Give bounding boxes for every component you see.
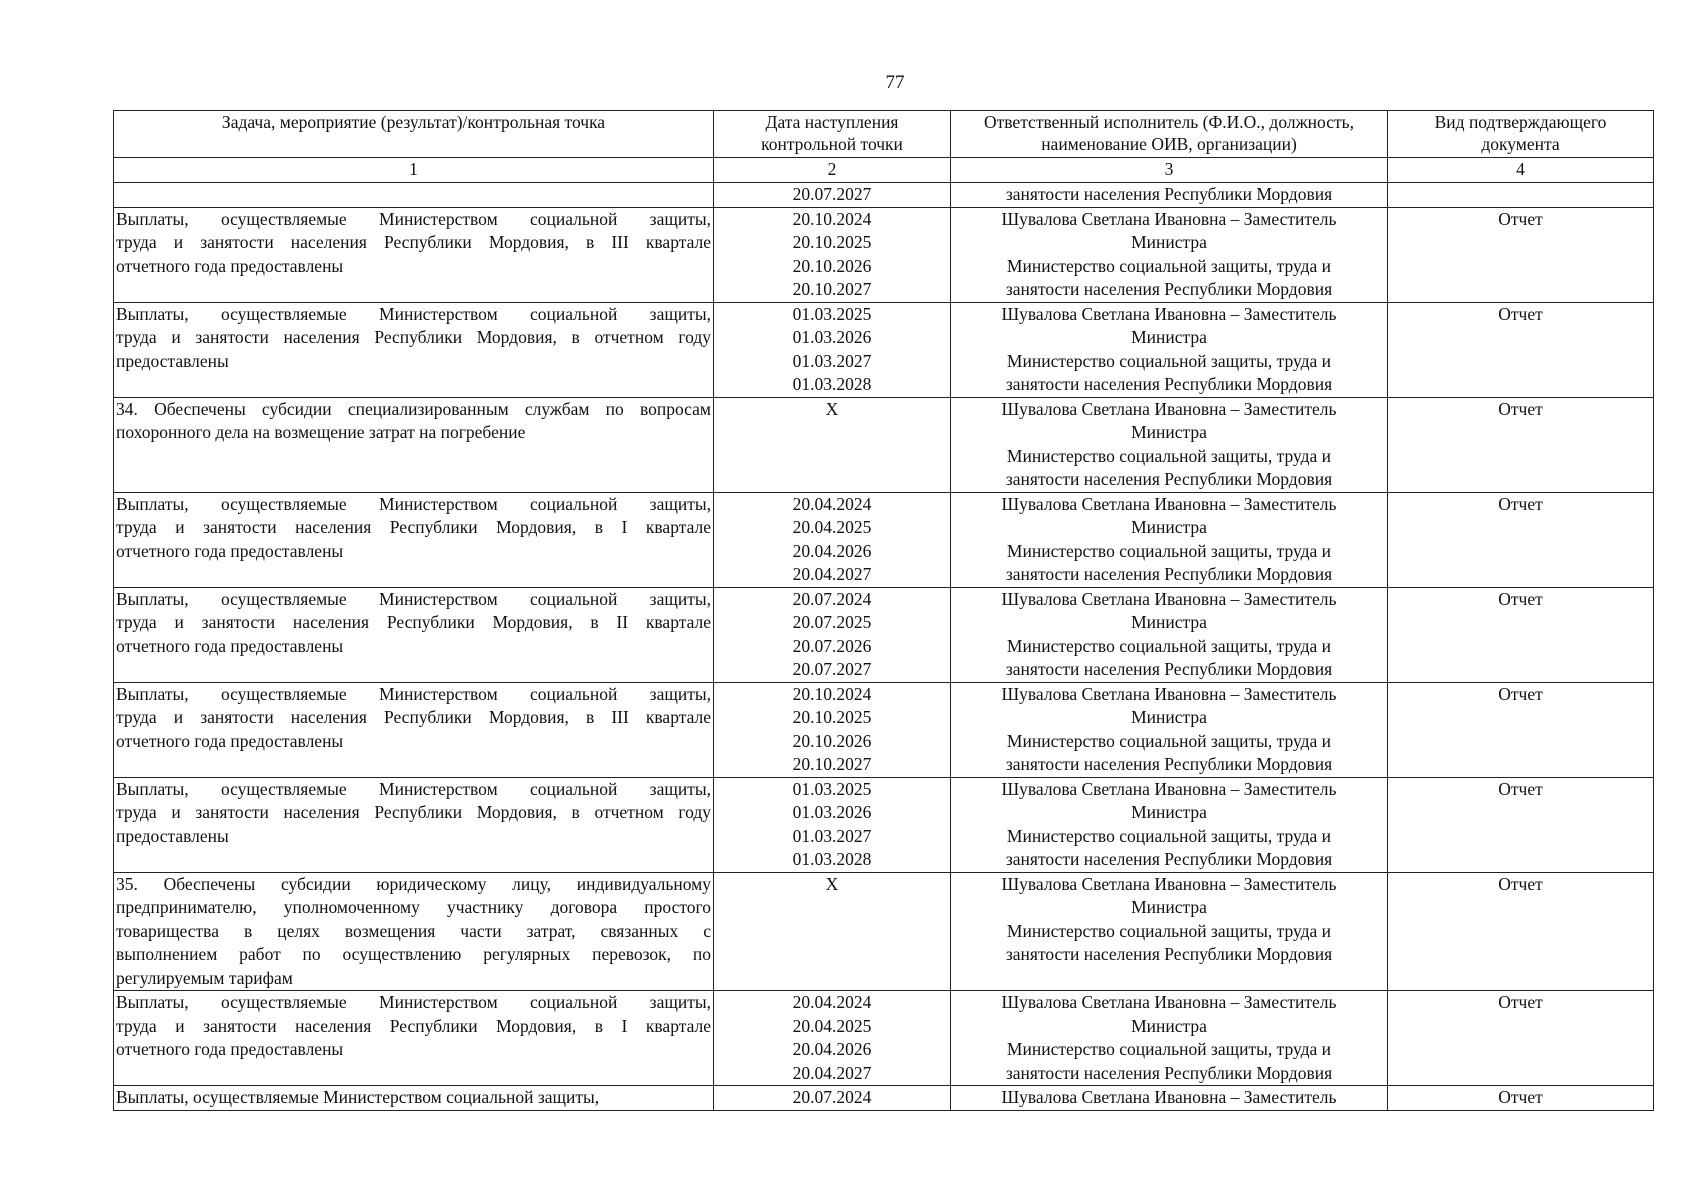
responsible-cell-line: Шувалова Светлана Ивановна – Заместитель xyxy=(1001,303,1337,324)
document-type-cell: Отчет xyxy=(1388,492,1654,587)
control-date-cell-line: 20.07.2027 xyxy=(792,184,872,204)
control-date-cell xyxy=(714,397,951,492)
control-date-cell xyxy=(714,183,951,208)
responsible-cell-line: Шувалова Светлана Ивановна – Заместитель xyxy=(1001,398,1337,419)
responsible-cell-line: Шувалова Светлана Ивановна – Заместитель xyxy=(1001,992,1337,1012)
control-date-cell-line: 20.10.2027 xyxy=(792,279,872,299)
responsible-cell-line: занятости населения Республики Мордовия xyxy=(1005,184,1333,204)
header-responsible: Ответственный исполнитель (Ф.И.О., должность, наименование ОИВ, организации) xyxy=(951,111,1388,158)
control-date-cell xyxy=(714,207,951,302)
task-cell xyxy=(114,777,714,872)
task-cell-line: отчетного года предоставлены xyxy=(116,540,344,561)
control-date-cell-line: 20.07.2025 xyxy=(792,612,872,632)
task-cell-line: предоставлены xyxy=(116,350,229,371)
header-date: Дата наступления контрольной точки xyxy=(714,111,951,158)
responsible-cell-line: Министерство социальной защиты, труда и xyxy=(1006,350,1332,371)
control-date-cell xyxy=(714,682,951,777)
table-row xyxy=(114,777,1654,872)
control-date-cell-line: 20.07.2027 xyxy=(792,659,872,679)
control-date-cell-line: 01.03.2026 xyxy=(792,802,872,822)
task-cell xyxy=(114,183,714,208)
task-cell xyxy=(114,492,714,587)
responsible-cell xyxy=(951,777,1388,872)
control-date-cell-line: 20.07.2024 xyxy=(792,1087,872,1107)
task-cell xyxy=(114,991,714,1086)
document-type-cell: Отчет xyxy=(1388,207,1654,302)
task-cell-line: труда и занятости населения Республики Мордовия, в I квартале xyxy=(116,1015,711,1036)
table-row xyxy=(114,682,1654,777)
task-cell xyxy=(114,397,714,492)
task-cell-line: Выплаты, осуществляемые Министерством социальной защиты, xyxy=(116,588,711,609)
task-cell-line: отчетного года предоставлены xyxy=(116,730,344,751)
control-date-cell-line: 20.07.2024 xyxy=(792,588,872,609)
control-date-cell-line: 20.04.2027 xyxy=(792,564,872,584)
task-cell-line: 34. Обеспечены субсидии специализированным службам по вопросам xyxy=(116,398,711,419)
control-date-cell-line: 20.10.2027 xyxy=(792,754,872,774)
responsible-cell xyxy=(951,492,1388,587)
responsible-cell-line: Министерство социальной защиты, труда и xyxy=(1006,1039,1332,1059)
responsible-cell-line: Министерство социальной защиты, труда и xyxy=(1006,445,1332,466)
control-date-cell-line: 01.03.2025 xyxy=(792,303,872,324)
responsible-cell-line: Шувалова Светлана Ивановна – Заместитель xyxy=(1001,208,1337,229)
control-date-cell-line: 20.04.2024 xyxy=(792,493,872,514)
control-date-cell-line: 20.10.2024 xyxy=(792,208,872,229)
task-cell-line: предоставлены xyxy=(116,825,229,846)
task-cell xyxy=(114,587,714,682)
control-date-cell-line: 20.04.2025 xyxy=(792,1015,872,1036)
responsible-cell-line: Министра xyxy=(1131,232,1207,252)
responsible-cell xyxy=(951,183,1388,208)
responsible-cell-line: Шувалова Светлана Ивановна – Заместитель xyxy=(1001,588,1337,609)
task-cell-line: труда и занятости населения Республики Мордовия, в отчетном году xyxy=(116,327,711,347)
responsible-cell xyxy=(951,872,1388,991)
task-cell-line: отчетного года предоставлены xyxy=(116,635,344,656)
control-date-cell xyxy=(714,991,951,1086)
responsible-cell-line: Министра xyxy=(1131,422,1207,442)
control-date-cell-line: 20.10.2024 xyxy=(792,683,872,704)
task-cell-line: Выплаты, осуществляемые Министерством социальной защиты, xyxy=(116,208,711,229)
control-date-cell-line: 01.03.2027 xyxy=(792,350,872,371)
control-date-cell xyxy=(714,872,951,991)
task-cell-line: предпринимателю, уполномоченному участнику договора простого xyxy=(116,897,711,917)
task-cell-line: Выплаты, осуществляемые Министерством социальной защиты, xyxy=(116,778,711,799)
task-cell-line: труда и занятости населения Республики Мордовия, в III квартале xyxy=(116,232,711,252)
control-date-cell xyxy=(714,302,951,397)
table-row xyxy=(114,1086,1654,1111)
responsible-cell-line: Министра xyxy=(1131,802,1207,822)
control-date-cell-line: 01.03.2028 xyxy=(792,849,872,869)
table-row xyxy=(114,492,1654,587)
task-cell-line: выполнением работ по осуществлению регулярных перевозок, по xyxy=(116,944,711,964)
control-date-cell-line: 20.10.2026 xyxy=(792,730,872,751)
header-document-type: Вид подтверждающего документа xyxy=(1388,111,1654,158)
task-cell xyxy=(114,682,714,777)
task-cell xyxy=(114,1086,714,1111)
responsible-cell-line: занятости населения Республики Мордовия xyxy=(1005,944,1333,964)
control-date-cell xyxy=(714,777,951,872)
responsible-cell-line: Министерство социальной защиты, труда и xyxy=(1006,920,1332,941)
table-row xyxy=(114,872,1654,991)
responsible-cell xyxy=(951,587,1388,682)
task-cell-line: товарищества в целях возмещения части затрат, связанных с xyxy=(116,920,711,941)
table-row xyxy=(114,587,1654,682)
table-row xyxy=(114,207,1654,302)
control-date-cell-line: 20.04.2024 xyxy=(792,992,872,1012)
task-cell-line: труда и занятости населения Республики Мордовия, в отчетном году xyxy=(116,802,711,822)
control-date-cell xyxy=(714,587,951,682)
document-type-cell: Отчет xyxy=(1388,397,1654,492)
responsible-cell xyxy=(951,682,1388,777)
responsible-cell-line: занятости населения Республики Мордовия xyxy=(1005,279,1333,299)
task-cell-line: похоронного дела на возмещение затрат на погребение xyxy=(116,422,526,442)
responsible-cell-line: Шувалова Светлана Ивановна – Заместитель xyxy=(1001,1087,1337,1107)
responsible-cell-line: Шувалова Светлана Ивановна – Заместитель xyxy=(1001,873,1337,894)
responsible-cell-line: Министра xyxy=(1131,612,1207,632)
task-cell-line: Выплаты, осуществляемые Министерством социальной защиты, xyxy=(116,493,711,514)
responsible-cell-line: Министра xyxy=(1131,1015,1207,1036)
responsible-cell xyxy=(951,991,1388,1086)
task-cell-line: Выплаты, осуществляемые Министерством социальной защиты, xyxy=(116,992,711,1012)
responsible-cell-line: занятости населения Республики Мордовия xyxy=(1005,374,1333,394)
responsible-cell-line: Министерство социальной защиты, труда и xyxy=(1006,730,1332,751)
task-cell-line: 35. Обеспечены субсидии юридическому лицу, индивидуальному xyxy=(116,873,711,894)
responsible-cell-line: Министерство социальной защиты, труда и xyxy=(1006,255,1332,276)
column-number: 2 xyxy=(714,158,951,183)
control-date-cell-line: 20.04.2025 xyxy=(792,517,872,537)
document-type-cell: Отчет xyxy=(1388,1086,1654,1111)
task-cell xyxy=(114,302,714,397)
task-cell-line: Выплаты, осуществляемые Министерством социальной защиты, xyxy=(116,683,711,704)
responsible-cell-line: занятости населения Республики Мордовия xyxy=(1005,564,1333,584)
control-date-cell xyxy=(714,492,951,587)
responsible-cell xyxy=(951,1086,1388,1111)
responsible-cell-line: занятости населения Республики Мордовия xyxy=(1005,1062,1333,1083)
task-cell xyxy=(114,207,714,302)
responsible-cell-line: занятости населения Республики Мордовия xyxy=(1005,659,1333,679)
responsible-cell-line: Министерство социальной защиты, труда и xyxy=(1006,825,1332,846)
document-type-cell: Отчет xyxy=(1388,991,1654,1086)
table-row xyxy=(114,183,1654,208)
document-type-cell: Отчет xyxy=(1388,302,1654,397)
task-cell-line: Выплаты, осуществляемые Министерством социальной защиты, xyxy=(116,303,711,324)
task-cell-line: отчетного года предоставлены xyxy=(116,1039,344,1059)
column-number: 1 xyxy=(114,158,714,183)
responsible-cell-line: Министра xyxy=(1131,327,1207,347)
document-type-cell: Отчет xyxy=(1388,872,1654,991)
control-date-cell-line: 20.04.2026 xyxy=(792,540,872,561)
responsible-cell xyxy=(951,397,1388,492)
control-date-cell-line: 01.03.2027 xyxy=(792,825,872,846)
control-date-cell xyxy=(714,1086,951,1111)
control-date-cell-line: 20.10.2025 xyxy=(792,232,872,252)
header-task: Задача, мероприятие (результат)/контрольная точка xyxy=(114,111,714,158)
responsible-cell-line: Шувалова Светлана Ивановна – Заместитель xyxy=(1001,493,1337,514)
responsible-cell-line: Министерство социальной защиты, труда и xyxy=(1006,540,1332,561)
responsible-cell-line: Министерство социальной защиты, труда и xyxy=(1006,635,1332,656)
control-date-cell-line: 20.10.2025 xyxy=(792,707,872,727)
document-type-cell: Отчет xyxy=(1388,587,1654,682)
responsible-cell-line: Министра xyxy=(1131,707,1207,727)
control-date-cell-line: 20.04.2027 xyxy=(792,1062,872,1083)
page-number: 77 xyxy=(885,72,905,93)
table-row xyxy=(114,991,1654,1086)
responsible-cell-line: Шувалова Светлана Ивановна – Заместитель xyxy=(1001,683,1337,704)
responsible-cell xyxy=(951,207,1388,302)
document-type-cell: Отчет xyxy=(1388,777,1654,872)
responsible-cell-line: занятости населения Республики Мордовия xyxy=(1005,754,1333,774)
control-date-cell-line: 20.04.2026 xyxy=(792,1039,872,1059)
responsible-cell-line: Министра xyxy=(1131,517,1207,537)
control-date-cell-line: 01.03.2028 xyxy=(792,374,872,394)
task-cell-line: отчетного года предоставлены xyxy=(116,255,344,276)
table-header-row xyxy=(114,111,1654,158)
column-number: 3 xyxy=(951,158,1388,183)
control-date-cell-line: 20.07.2026 xyxy=(792,635,872,656)
task-cell-line: труда и занятости населения Республики Мордовия, в III квартале xyxy=(116,707,711,727)
control-date-cell-line: 01.03.2025 xyxy=(792,778,872,799)
responsible-cell-line: Министра xyxy=(1131,897,1207,917)
table-row xyxy=(114,302,1654,397)
control-date-cell-line: X xyxy=(825,873,839,894)
responsible-cell-line: Шувалова Светлана Ивановна – Заместитель xyxy=(1001,778,1337,799)
task-cell-line: Выплаты, осуществляемые Министерством социальной защиты, xyxy=(116,1087,600,1107)
responsible-cell-line: занятости населения Республики Мордовия xyxy=(1005,849,1333,869)
control-date-cell-line: X xyxy=(825,398,839,419)
task-cell xyxy=(114,872,714,991)
table-row xyxy=(114,397,1654,492)
task-cell-line: регулируемым тарифам xyxy=(116,967,293,988)
control-date-cell-line: 20.10.2026 xyxy=(792,255,872,276)
document-type-cell: Отчет xyxy=(1388,682,1654,777)
responsible-cell xyxy=(951,302,1388,397)
responsible-cell-line: занятости населения Республики Мордовия xyxy=(1005,469,1333,489)
task-cell-line: труда и занятости населения Республики Мордовия, в I квартале xyxy=(116,517,711,537)
document-type-cell xyxy=(1388,183,1654,208)
control-points-table xyxy=(113,110,1654,1111)
column-number: 4 xyxy=(1388,158,1654,183)
control-date-cell-line: 01.03.2026 xyxy=(792,327,872,347)
column-number-row xyxy=(114,158,1654,183)
task-cell-line: труда и занятости населения Республики Мордовия, в II квартале xyxy=(116,612,711,632)
